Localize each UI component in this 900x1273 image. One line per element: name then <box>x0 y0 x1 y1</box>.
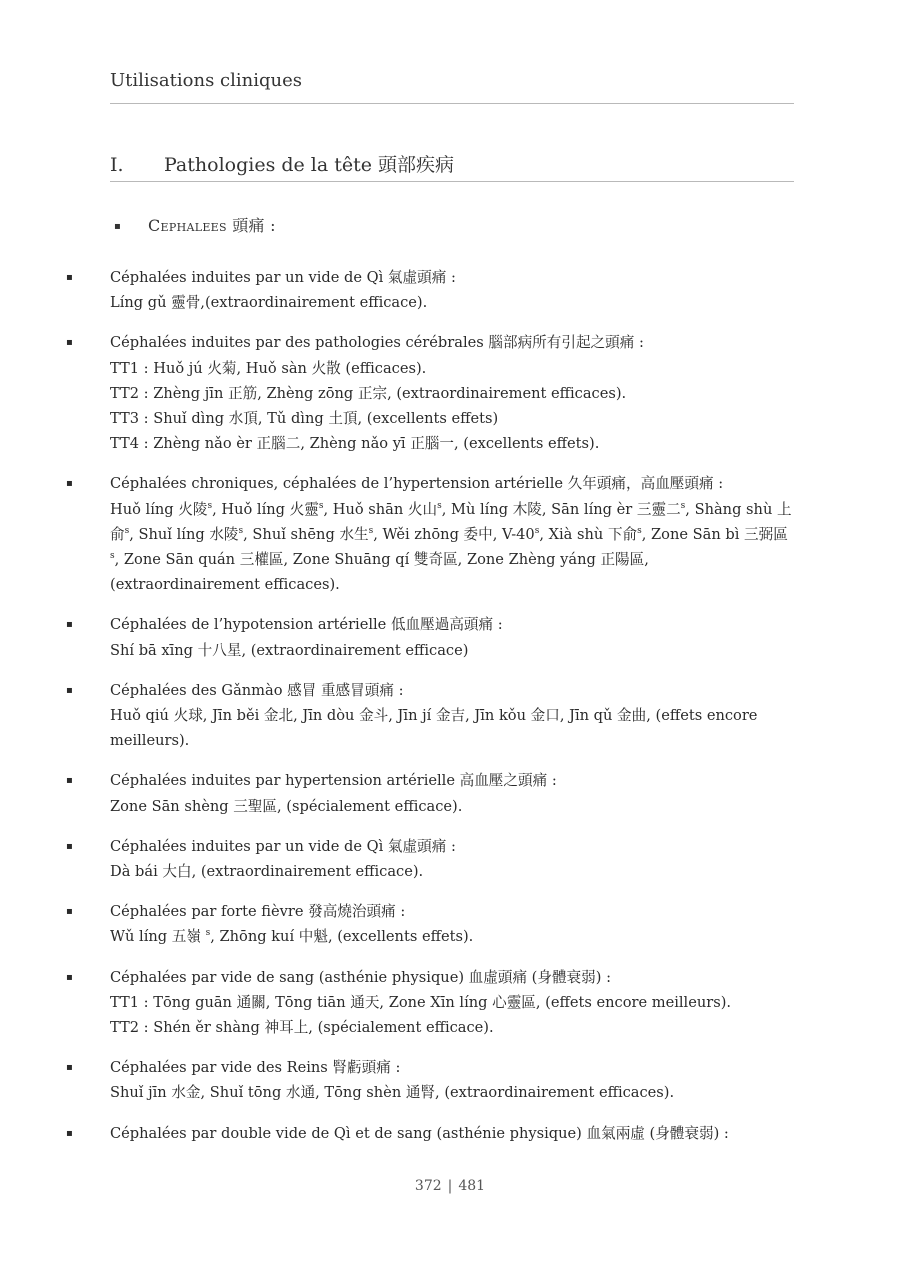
section-title: Pathologies de la tête 頭部疾病 <box>164 154 455 176</box>
indication-item <box>66 834 796 884</box>
list-bullet: ▪ <box>66 1127 73 1139</box>
treatment-line: TT1 : Tōng guān 通關, Tōng tiān 通天, Zone Xīn líng 心靈區, (effets encore meilleurs). <box>110 993 732 1011</box>
list-bullet: ▪ <box>66 971 73 983</box>
point-text: , Wěi zhōng 委中, V-40 <box>373 525 535 543</box>
indication-item <box>66 678 796 754</box>
page-total: 481 <box>458 1178 486 1194</box>
indication-item <box>66 265 796 315</box>
indication-item <box>66 612 796 662</box>
indication-item <box>66 471 796 597</box>
list-bullet: ▪ <box>66 1062 73 1074</box>
list-bullet: ▪ <box>66 337 73 349</box>
point-text: , Zhōng kuí 中魁, (excellents effets). <box>210 928 474 946</box>
subheading-bullet: ▪ <box>114 221 121 232</box>
superscript-marker: s <box>110 551 115 562</box>
treatment-line: Líng gǔ 靈骨,(extraordinairement efficace). <box>110 294 428 312</box>
indication-title: Céphalées des Gǎnmào 感冒 重感冒頭痛 : <box>110 681 404 699</box>
indication-item <box>66 1121 796 1146</box>
indication-title: Céphalées induites par des pathologies cérébrales 腦部病所有引起之頭痛 : <box>110 334 644 352</box>
section-heading <box>110 150 454 177</box>
point-text: , Zone Sān quán 三權區, Zone Shuāng qí 雙奇區, Zone Zhèng yáng 正陽區, (extraordinairement efficaces). <box>110 551 649 594</box>
treatment-paragraph <box>110 924 796 949</box>
list-bullet: ▪ <box>66 840 73 852</box>
superscript-marker: s <box>534 525 540 536</box>
indication-item <box>66 1055 796 1105</box>
point-text: , Mù líng 木陵, Sān líng èr 三靈二 <box>441 500 681 518</box>
superscript-marker: s <box>637 525 642 536</box>
list-bullet: ▪ <box>66 906 73 918</box>
treatment-line: TT3 : Shuǐ dìng 水頂, Tǔ dìng 土頂, (excellents effets) <box>110 410 499 428</box>
treatment-line: Shuǐ jīn 水金, Shuǐ tōng 水通, Tōng shèn 通腎, (extraordinairement efficaces). <box>110 1084 675 1102</box>
superscript-marker: s <box>368 525 374 536</box>
indication-title: Céphalées par double vide de Qì et de sang (asthénie physique) 血氣兩虛 (身體衰弱) : <box>110 1124 729 1142</box>
superscript-marker: s <box>437 500 442 511</box>
indication-title: Céphalées induites par hypertension artérielle 高血壓之頭痛 : <box>110 772 557 790</box>
superscript-marker: s <box>207 500 213 511</box>
superscript-marker: s <box>680 500 686 511</box>
page-separator: | <box>447 1178 453 1194</box>
treatment-line: Shí bā xīng 十八星, (extraordinairement efficace) <box>110 641 469 659</box>
point-text: Wǔ líng 五嶺 <box>110 928 206 946</box>
section-rule <box>110 181 794 182</box>
treatment-line: TT4 : Zhèng nǎo èr 正腦二, Zhèng nǎo yī 正腦一, (excellents effets). <box>110 435 600 453</box>
indication-item <box>66 768 796 818</box>
point-text: , Shàng shù 上俞 <box>110 500 792 543</box>
indication-list <box>66 265 796 1161</box>
treatment-line: TT2 : Zhèng jīn 正筋, Zhèng zōng 正宗, (extraordinairement efficaces). <box>110 384 627 402</box>
subsection-heading <box>114 213 276 236</box>
superscript-marker: s <box>238 525 244 536</box>
treatment-line: TT2 : Shén ěr shàng 神耳上, (spécialement efficace). <box>110 1019 494 1037</box>
point-text: , Xià shù 下俞 <box>539 525 638 543</box>
superscript-marker: s <box>318 500 324 511</box>
indication-item <box>66 899 796 949</box>
page-current: 372 <box>414 1178 442 1194</box>
treatment-paragraph <box>110 497 796 598</box>
superscript-marker: s <box>124 525 130 536</box>
point-text: Huǒ líng 火陵 <box>110 500 208 518</box>
running-header: Utilisations cliniques <box>110 70 302 91</box>
indication-title: Céphalées par vide des Reins 腎虧頭痛 : <box>110 1059 401 1077</box>
list-bullet: ▪ <box>66 272 73 283</box>
point-text: , Shuǐ shēng 水生 <box>243 525 369 543</box>
point-text: , Huǒ líng 火靈 <box>212 500 319 518</box>
subheading-text: Cephalees 頭痛 : <box>148 216 276 235</box>
list-bullet: ▪ <box>66 619 73 631</box>
indication-item <box>66 965 796 1041</box>
indication-title: Céphalées induites par un vide de Qì 氣虛頭痛 : <box>110 269 456 286</box>
point-text: , Huǒ shān 火山 <box>323 500 438 518</box>
section-number: I. <box>110 154 124 176</box>
list-bullet: ▪ <box>66 684 73 696</box>
treatment-line: TT1 : Huǒ jú 火菊, Huǒ sàn 火散 (efficaces). <box>110 359 427 377</box>
indication-title: Céphalées par vide de sang (asthénie physique) 血虛頭痛 (身體衰弱) : <box>110 968 611 986</box>
indication-title: Céphalées de l’hypotension artérielle 低血壓過高頭痛 : <box>110 616 503 634</box>
superscript-marker: s <box>205 928 211 939</box>
list-bullet: ▪ <box>66 478 73 490</box>
treatment-line: Huǒ qiú 火球, Jīn běi 金北, Jīn dòu 金斗, Jīn jí 金吉, Jīn kǒu 金口, Jīn qǔ 金曲, (effets encore meilleurs). <box>110 707 758 750</box>
point-text: , Shuǐ líng 水陵 <box>129 525 239 543</box>
list-bullet: ▪ <box>66 775 73 787</box>
indication-title: Céphalées induites par un vide de Qì 氣虛頭痛 : <box>110 837 456 855</box>
treatment-line: Zone Sān shèng 三聖區, (spécialement efficace). <box>110 797 463 815</box>
header-rule <box>110 103 794 104</box>
point-text: , Zone Sān bì 三弼區 <box>641 525 788 543</box>
indication-item <box>66 330 796 456</box>
indication-title: Céphalées chroniques, céphalées de l’hypertension artérielle 久年頭痛，高血壓頭痛 : <box>110 475 724 493</box>
indication-title: Céphalées par forte fièvre 發高燒治頭痛 : <box>110 903 406 921</box>
page-number <box>0 1178 900 1194</box>
treatment-line: Dà bái 大白, (extraordinairement efficace). <box>110 863 424 881</box>
